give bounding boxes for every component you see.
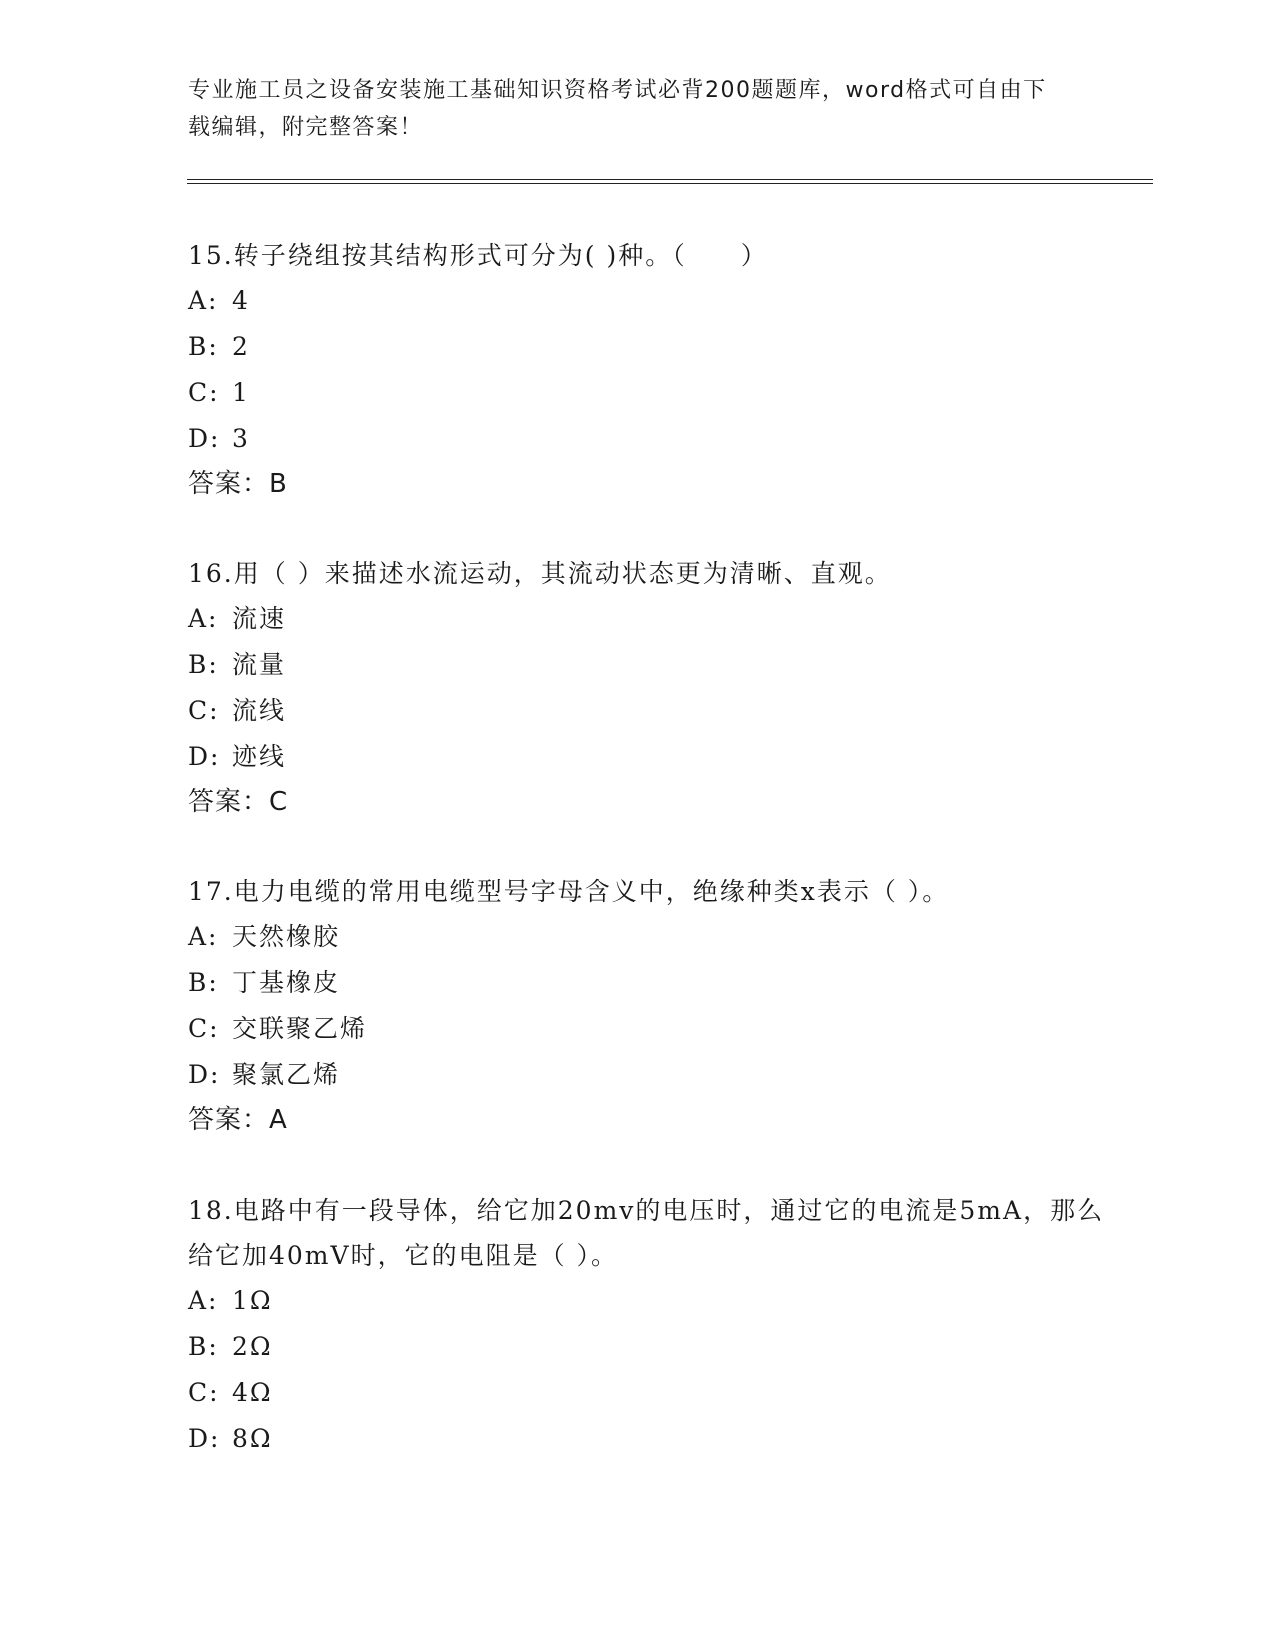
option-a [188,914,1108,960]
option-letter: C: [188,1378,220,1407]
option-letter: B: [188,650,219,679]
header-divider-top [187,179,1153,180]
option-b [188,960,1108,1006]
document-header [188,72,1068,146]
question-stem: 15.转子绕组按其结构形式可分为( )种。（ ） [188,241,768,270]
option-d [188,1052,1108,1098]
option-text: 聚氯乙烯 [232,1060,341,1089]
answer-line: 答案：B [188,469,288,499]
question-16 [188,551,1108,824]
option-letter: D: [188,1424,221,1453]
option-b [188,324,1108,370]
option-letter: A: [188,604,219,633]
option-b [188,642,1108,688]
option-text: 交联聚乙烯 [232,1014,368,1043]
option-b [188,1324,1108,1370]
option-a [188,1278,1108,1324]
option-letter: B: [188,332,219,361]
option-letter: D: [188,742,221,771]
option-text: 8Ω [232,1424,273,1453]
option-letter: C: [188,378,220,407]
option-text: 丁基橡皮 [232,968,341,997]
question-stem: 18.电路中有一段导体，给它加20mv的电压时，通过它的电流是5mA，那么给它加40mV时，它的电阻是（ ）。 [188,1196,1105,1270]
option-text: 2Ω [232,1332,273,1361]
option-text: 流线 [232,696,287,725]
option-text: 1 [232,378,250,407]
option-text: 3 [232,424,250,453]
option-c [188,688,1108,734]
option-letter: A: [188,286,219,315]
option-d [188,1416,1108,1462]
option-text: 4 [232,286,250,315]
option-letter: B: [188,968,219,997]
option-letter: D: [188,1060,221,1089]
option-letter: C: [188,1014,220,1043]
option-text: 流速 [232,604,287,633]
question-17 [188,869,1108,1142]
option-letter: C: [188,696,220,725]
option-text: 2 [232,332,250,361]
question-stem: 16.用（ ）来描述水流运动，其流动状态更为清晰、直观。 [188,559,892,588]
question-18 [188,1188,1108,1462]
header-divider-bottom [187,183,1153,184]
option-text: 4Ω [232,1378,273,1407]
option-text: 天然橡胶 [232,922,341,951]
answer-line: 答案：A [188,1105,288,1135]
document-title: 专业施工员之设备安装施工基础知识资格考试必背200题题库，word格式可自由下载编辑，附完整答案！ [188,78,1047,140]
option-text: 迹线 [232,742,287,771]
option-c [188,1006,1108,1052]
option-letter: A: [188,922,219,951]
option-letter: D: [188,424,221,453]
question-15 [188,233,1108,506]
option-d [188,416,1108,462]
answer-line: 答案：C [188,787,289,817]
option-text: 1Ω [232,1286,273,1315]
option-c [188,1370,1108,1416]
option-a [188,596,1108,642]
option-text: 流量 [232,650,287,679]
option-letter: B: [188,1332,219,1361]
option-c [188,370,1108,416]
option-a [188,278,1108,324]
option-letter: A: [188,1286,219,1315]
option-d [188,734,1108,780]
question-stem: 17.电力电缆的常用电缆型号字母含义中，绝缘种类x表示（ ）。 [188,877,950,906]
